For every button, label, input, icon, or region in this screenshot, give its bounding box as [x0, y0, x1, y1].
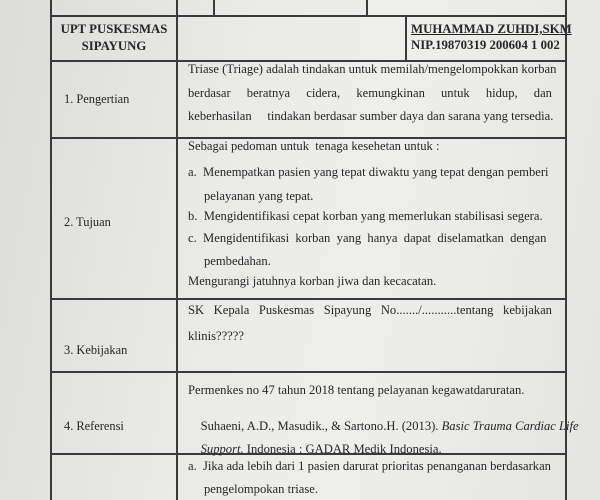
word: beratnya — [246, 86, 291, 100]
next-section-item-a-line-1: a. Jika ada lebih dari 1 pasien darurat prioritas penanganan berdasarkan — [188, 459, 551, 473]
top-stub-line — [213, 0, 215, 15]
word: cidera, — [306, 86, 341, 100]
signer-nip: NIP.19870319 200604 1 002 — [411, 38, 560, 52]
table-column-divider — [176, 0, 178, 500]
organization-line-2: SIPAYUNG — [81, 38, 147, 53]
pengertian-text-line-2 — [188, 86, 552, 100]
referensi-text-line-1: Permenkes no 47 tahun 2018 tentang pelayanan kegawatdaruratan. — [188, 383, 525, 397]
tujuan-item-a-line-1: a. Menempatkan pasien yang tepat diwaktu yang tepat dengan pemberi — [188, 165, 549, 179]
referensi-authors: Suhaeni, A.D., Masudik., & Sartono.H. (2013). — [200, 419, 442, 434]
referensi-publisher: Indonesia : GADAR Medik Indonesia. — [243, 442, 442, 457]
tujuan-item-c-line-1: c. Mengidentifikasi korban yang hanya dapat diselamatkan dengan — [188, 231, 547, 245]
referensi-book-title-end: Support. — [200, 442, 244, 457]
row-divider — [50, 15, 566, 17]
top-stub-line — [366, 0, 368, 15]
referensi-book-title: Basic Trauma Cardiac Life — [441, 419, 579, 434]
organization-name — [52, 22, 176, 53]
tujuan-item-a-line-2: pelayanan yang tepat. — [204, 189, 314, 203]
signer-name: MUHAMMAD ZUHDI,SKM — [411, 22, 572, 36]
word: No......./...........tentang — [380, 303, 494, 317]
tujuan-item-b: b. Mengidentifikasi cepat korban yang memerlukan stabilisasi segera. — [188, 209, 543, 223]
kebijakan-text-line-1 — [188, 303, 552, 317]
section-label-tujuan: 2. Tujuan — [64, 215, 111, 229]
section-label-pengertian: 1. Pengertian — [64, 92, 130, 106]
next-section-item-a-line-2: pengelompokan triase. — [204, 482, 319, 496]
pengertian-text-line-1: Triase (Triage) adalah tindakan untuk memilah/mengelompokkan korban — [188, 62, 557, 76]
row-divider — [50, 298, 566, 300]
word: kemungkinan — [356, 86, 425, 100]
header-column-divider — [405, 15, 407, 61]
section-label-referensi: 4. Referensi — [64, 419, 124, 433]
word: kebijakan — [503, 303, 552, 317]
word: SK — [188, 303, 205, 317]
section-label-kebijakan: 3. Kebijakan — [64, 343, 128, 357]
word: Sipayung — [323, 303, 372, 317]
word: hidup, — [485, 86, 518, 100]
word: Kepala — [213, 303, 250, 317]
word: berdasar — [188, 86, 231, 100]
table-left-border — [50, 0, 52, 500]
organization-line-1: UPT PUSKESMAS — [60, 22, 168, 36]
row-divider — [50, 371, 566, 373]
pengertian-text-line-3: keberhasilan tindakan berdasar sumber daya dan sarana yang tersedia. — [188, 109, 554, 123]
tujuan-closing: Mengurangi jatuhnya korban jiwa dan kecacatan. — [188, 274, 437, 288]
word: untuk — [441, 86, 470, 100]
kebijakan-text-line-2: klinis????? — [188, 329, 244, 343]
word: dan — [533, 86, 552, 100]
tujuan-intro: Sebagai pedoman untuk tenaga kesehetan untuk : — [188, 139, 440, 153]
word: Puskesmas — [258, 303, 315, 317]
tujuan-item-c-line-2: pembedahan. — [204, 254, 271, 268]
